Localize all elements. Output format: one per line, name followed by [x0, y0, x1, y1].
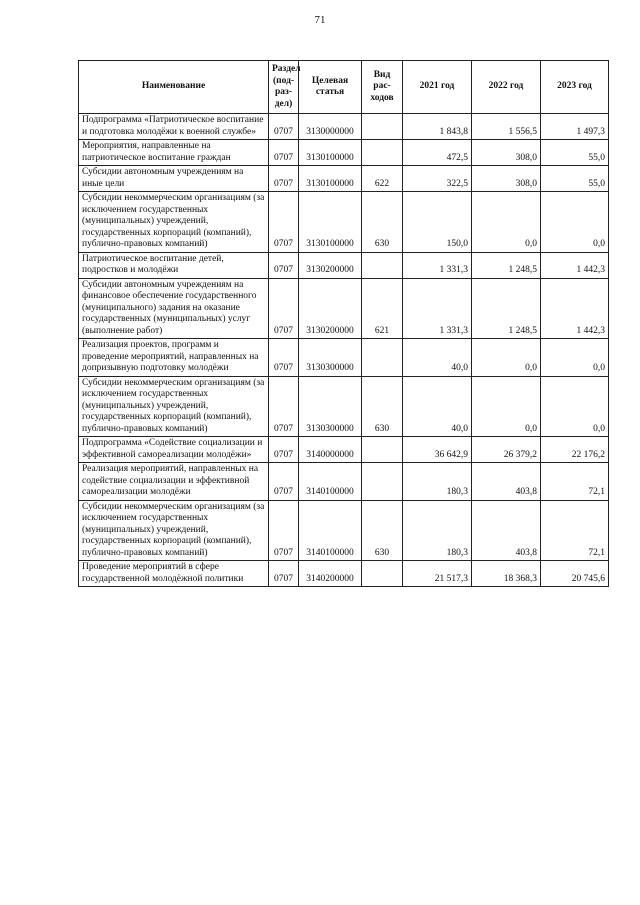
cell-section: 0707 — [269, 463, 299, 501]
cell-name: Подпрограмма «Содействие социализации и эффективной самореализации молодёжи» — [79, 437, 269, 463]
cell-expense: 621 — [362, 278, 403, 339]
column-header-name: Наименование — [79, 61, 269, 114]
cell-2023: 72,1 — [541, 500, 609, 561]
table-row — [79, 463, 609, 501]
cell-2021: 1 331,3 — [403, 278, 472, 339]
cell-target: 3130200000 — [299, 278, 362, 339]
cell-section: 0707 — [269, 192, 299, 253]
cell-2021: 21 517,3 — [403, 561, 472, 587]
cell-section: 0707 — [269, 278, 299, 339]
cell-2023: 55,0 — [541, 166, 609, 192]
cell-expense — [362, 437, 403, 463]
page-number: 71 — [314, 14, 326, 26]
cell-expense — [362, 252, 403, 278]
column-header-target: Целевая статья — [299, 61, 362, 114]
cell-2021: 40,0 — [403, 376, 472, 437]
cell-section: 0707 — [269, 500, 299, 561]
cell-2023: 72,1 — [541, 463, 609, 501]
cell-expense: 630 — [362, 192, 403, 253]
cell-name: Патриотическое воспитание детей, подростков и молодёжи — [79, 252, 269, 278]
cell-expense — [362, 339, 403, 377]
cell-2021: 1 843,8 — [403, 114, 472, 140]
cell-name: Субсидии некоммерческим организациям (за исключением государственных (муниципальных) учреждений, государственных корпораций (компаний), публично-правовых компаний) — [79, 500, 269, 561]
cell-2023: 0,0 — [541, 339, 609, 377]
column-header-expense: Вид рас- ходов — [362, 61, 403, 114]
budget-table — [78, 60, 609, 587]
cell-2021: 36 642,9 — [403, 437, 472, 463]
cell-2021: 40,0 — [403, 339, 472, 377]
table-row — [79, 561, 609, 587]
table-row — [79, 376, 609, 437]
cell-2022: 1 248,5 — [472, 278, 541, 339]
column-header-2022: 2022 год — [472, 61, 541, 114]
cell-expense — [362, 140, 403, 166]
cell-name: Реализация проектов, программ и проведение мероприятий, направленных на допризывную подготовку молодёжи — [79, 339, 269, 377]
cell-section: 0707 — [269, 376, 299, 437]
cell-section: 0707 — [269, 140, 299, 166]
table-row — [79, 500, 609, 561]
cell-2023: 0,0 — [541, 192, 609, 253]
cell-section: 0707 — [269, 437, 299, 463]
cell-section: 0707 — [269, 561, 299, 587]
column-header-section: Раздел (под- раз- дел) — [269, 61, 299, 114]
cell-target: 3130100000 — [299, 166, 362, 192]
cell-expense: 630 — [362, 376, 403, 437]
cell-2022: 308,0 — [472, 140, 541, 166]
cell-section: 0707 — [269, 339, 299, 377]
table-header — [79, 61, 609, 114]
cell-expense — [362, 114, 403, 140]
cell-2022: 1 556,5 — [472, 114, 541, 140]
table-row — [79, 339, 609, 377]
cell-expense: 630 — [362, 500, 403, 561]
table-row — [79, 114, 609, 140]
column-header-2021: 2021 год — [403, 61, 472, 114]
cell-2023: 20 745,6 — [541, 561, 609, 587]
cell-name: Реализация мероприятий, направленных на содействие социализации и эффективной самореализации молодёжи — [79, 463, 269, 501]
cell-2021: 472,5 — [403, 140, 472, 166]
cell-section: 0707 — [269, 252, 299, 278]
table-row — [79, 192, 609, 253]
cell-2022: 26 379,2 — [472, 437, 541, 463]
cell-2023: 1 442,3 — [541, 278, 609, 339]
cell-name: Субсидии некоммерческим организациям (за исключением государственных (муниципальных) учреждений, государственных корпораций (компаний), публично-правовых компаний) — [79, 192, 269, 253]
cell-section: 0707 — [269, 166, 299, 192]
cell-2022: 1 248,5 — [472, 252, 541, 278]
cell-name: Субсидии некоммерческим организациям (за исключением государственных (муниципальных) учреждений, государственных корпораций (компаний), публично-правовых компаний) — [79, 376, 269, 437]
cell-name: Подпрограмма «Патриотическое воспитание и подготовка молодёжи к военной службе» — [79, 114, 269, 140]
cell-2022: 0,0 — [472, 339, 541, 377]
cell-2021: 150,0 — [403, 192, 472, 253]
cell-target: 3140000000 — [299, 437, 362, 463]
cell-target: 3130300000 — [299, 376, 362, 437]
cell-target: 3140100000 — [299, 500, 362, 561]
table-row — [79, 166, 609, 192]
cell-2021: 1 331,3 — [403, 252, 472, 278]
table-row — [79, 278, 609, 339]
cell-2023: 55,0 — [541, 140, 609, 166]
cell-target: 3130300000 — [299, 339, 362, 377]
table-row — [79, 252, 609, 278]
cell-2023: 22 176,2 — [541, 437, 609, 463]
cell-expense — [362, 561, 403, 587]
cell-2022: 403,8 — [472, 500, 541, 561]
cell-expense: 622 — [362, 166, 403, 192]
table-row — [79, 140, 609, 166]
cell-2022: 308,0 — [472, 166, 541, 192]
cell-2022: 403,8 — [472, 463, 541, 501]
cell-2021: 322,5 — [403, 166, 472, 192]
cell-name: Мероприятия, направленные на патриотическое воспитание граждан — [79, 140, 269, 166]
cell-2023: 0,0 — [541, 376, 609, 437]
cell-2022: 0,0 — [472, 376, 541, 437]
cell-2023: 1 442,3 — [541, 252, 609, 278]
cell-expense — [362, 463, 403, 501]
cell-target: 3130000000 — [299, 114, 362, 140]
cell-name: Субсидии автономным учреждениям на иные цели — [79, 166, 269, 192]
cell-2021: 180,3 — [403, 500, 472, 561]
table-row — [79, 437, 609, 463]
cell-target: 3130200000 — [299, 252, 362, 278]
cell-2022: 0,0 — [472, 192, 541, 253]
column-header-2023: 2023 год — [541, 61, 609, 114]
cell-name: Субсидии автономным учреждениям на финансовое обеспечение государственного (муниципального) задания на оказание государственных (муниципальных) услуг (выполнение работ) — [79, 278, 269, 339]
cell-target: 3140100000 — [299, 463, 362, 501]
cell-target: 3140200000 — [299, 561, 362, 587]
cell-target: 3130100000 — [299, 140, 362, 166]
cell-section: 0707 — [269, 114, 299, 140]
cell-2021: 180,3 — [403, 463, 472, 501]
cell-target: 3130100000 — [299, 192, 362, 253]
cell-2023: 1 497,3 — [541, 114, 609, 140]
cell-name: Проведение мероприятий в сфере государственной молодёжной политики — [79, 561, 269, 587]
cell-2022: 18 368,3 — [472, 561, 541, 587]
